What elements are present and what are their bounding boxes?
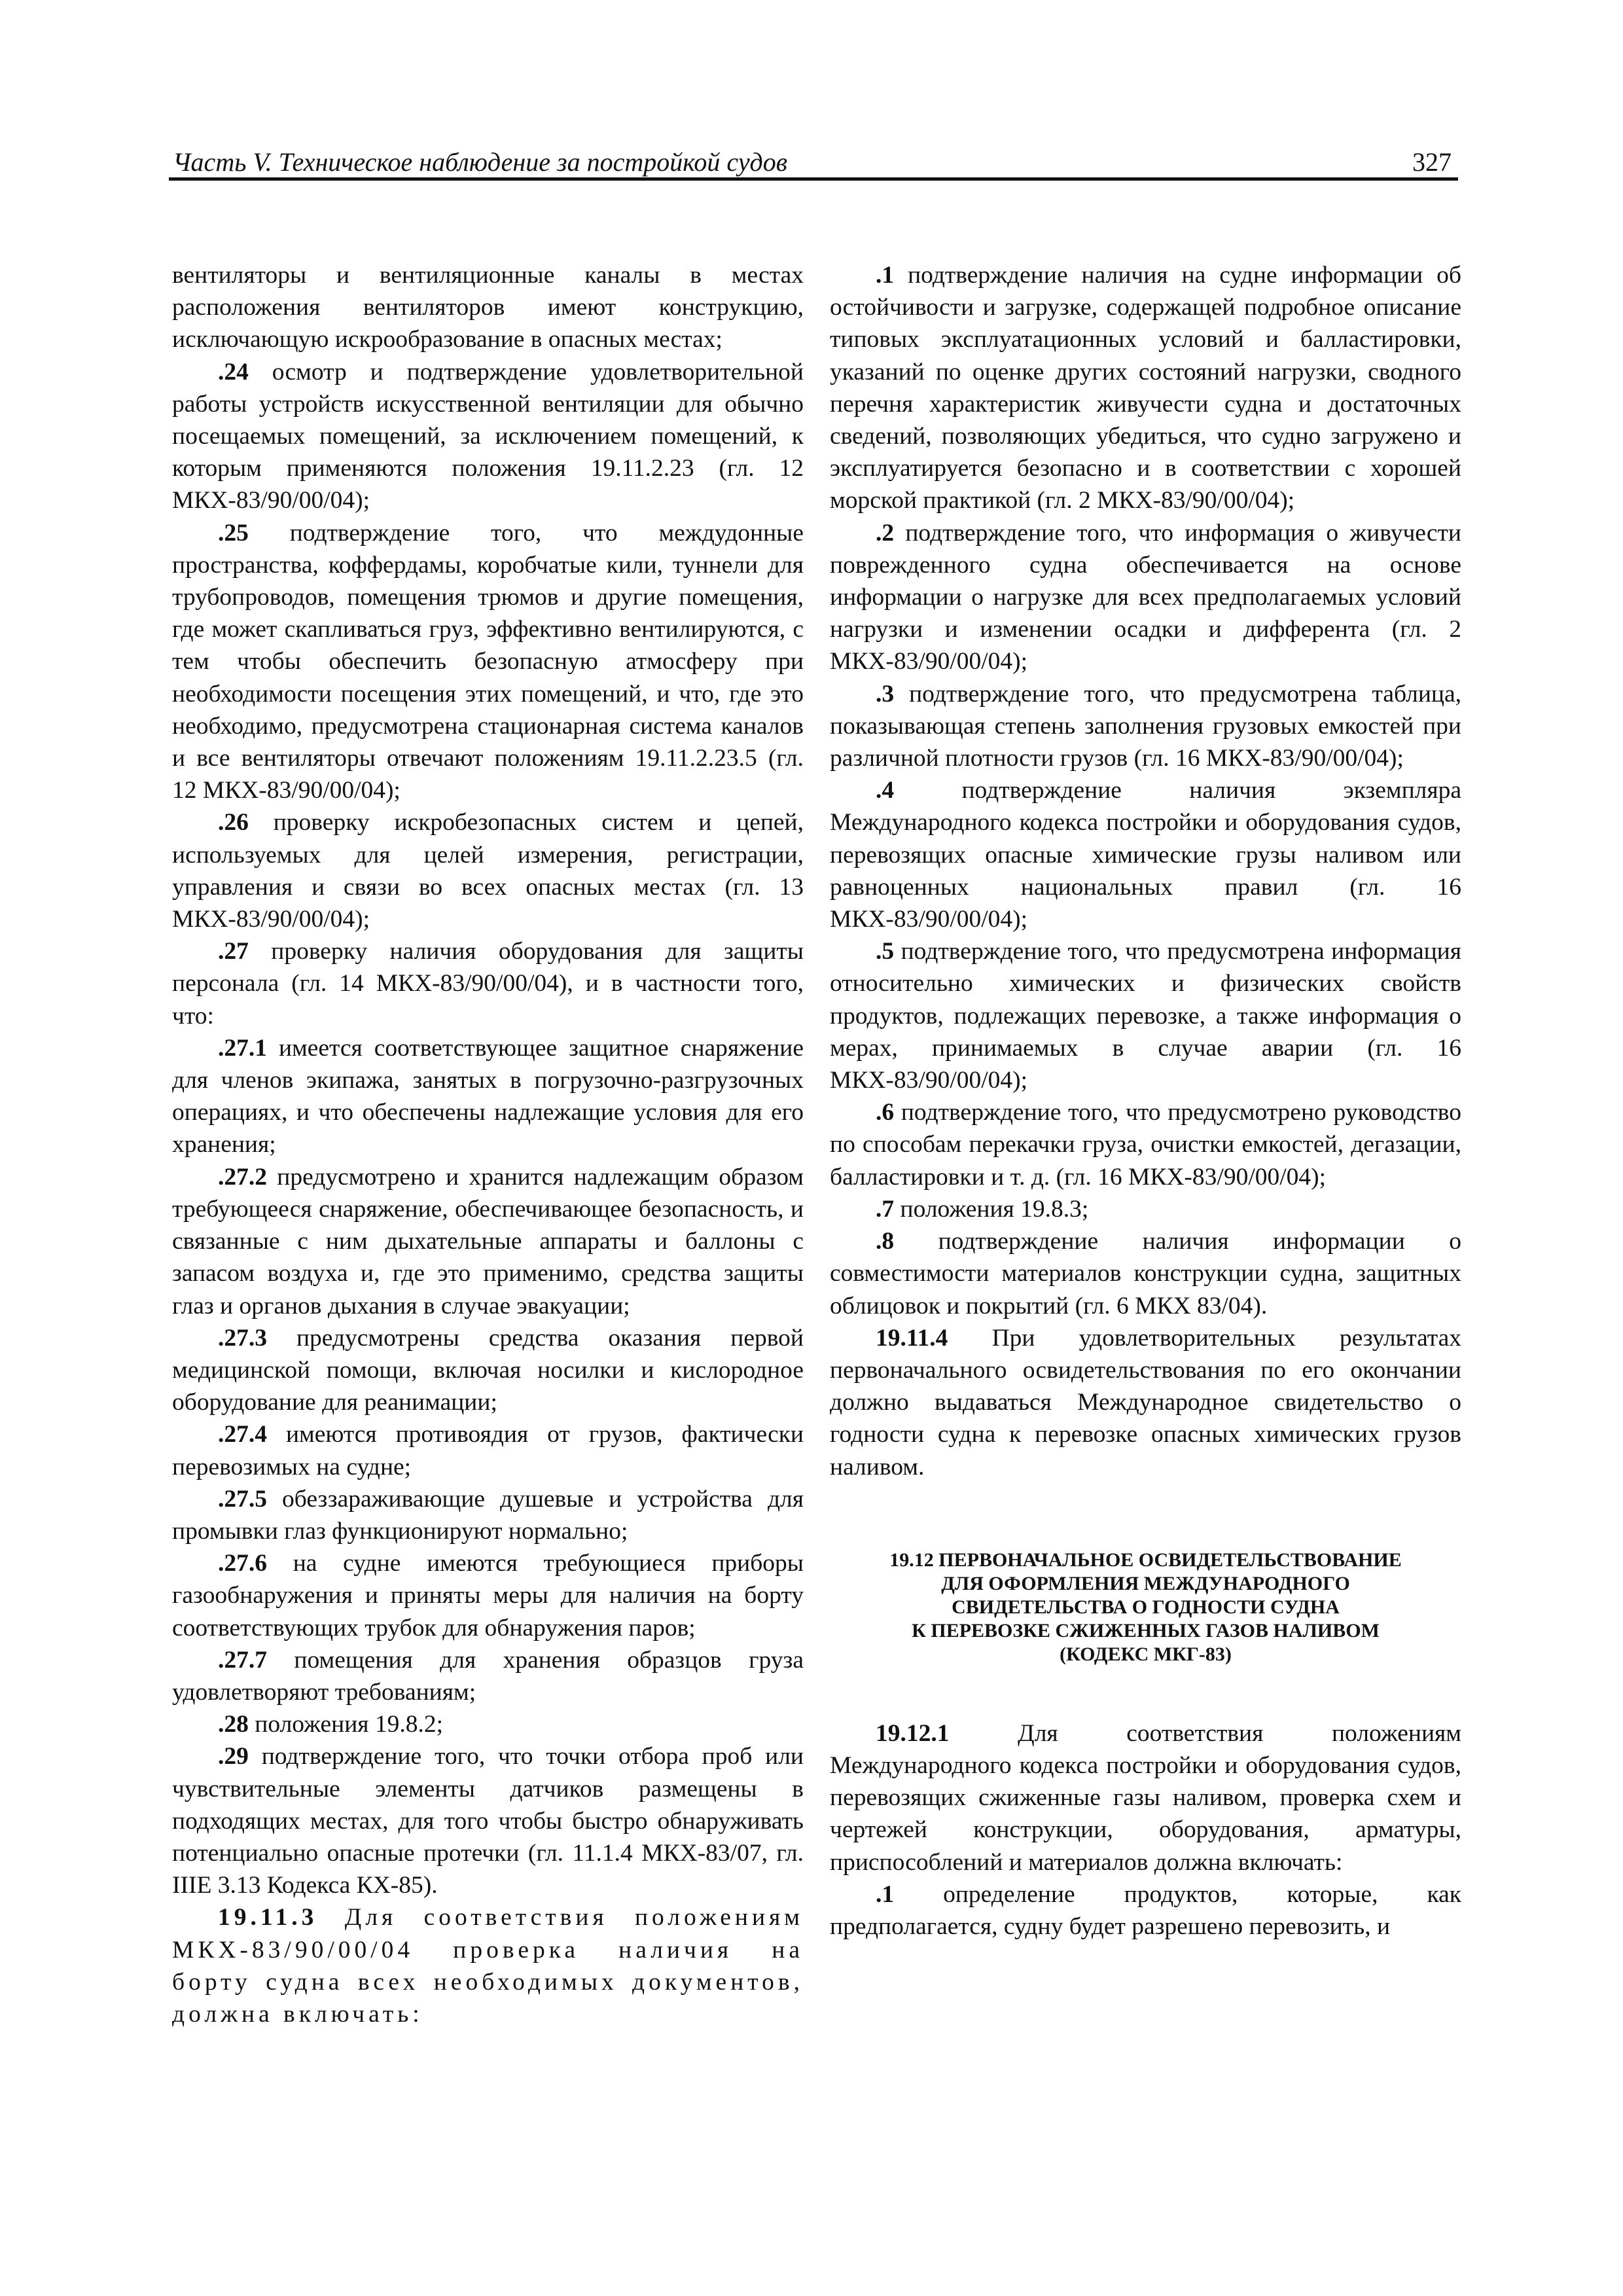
paragraph: .27.4 имеются противоядия от грузов, фактически перевозимых на судне; (172, 1421, 804, 1480)
right-column (830, 259, 1461, 1943)
paragraph: .27.1 имеется соответствующее защитное снаряжение для членов экипажа, занятых в погрузочно-разгрузочных операциях, и что обеспечены надлежащие условия для его хранения; (172, 1034, 804, 1158)
paragraph: .27.2 предусмотрено и хранится надлежащим образом требующееся снаряжение, обеспечивающее безопасность, и связанные с ним дыхательные аппараты и баллоны с запасом воздуха и, где это применимо, средства защиты глаз и органов дыхания в случае эвакуации; (172, 1163, 804, 1319)
paragraph: .5 подтверждение того, что предусмотрена информация относительно химических и физических свойств продуктов, подлежащих перевозке, а также информация о мерах, принимаемых в случае аварии (гл. 16 МКХ-83/90/00/04); (830, 938, 1461, 1094)
paragraph: .29 подтверждение того, что точки отбора проб или чувствительные элементы датчиков размещены в подходящих местах, для того чтобы быстро обнаруживать потенциально опасные протечки (гл. 11.1.4 МКХ-83/07, гл. IIIE 3.13 Кодекса КХ-85). (172, 1743, 804, 1899)
paragraph: .4 подтверждение наличия экземпляра Международного кодекса постройки и оборудования судов, перевозящих опасные химические грузы наливом или равноценных национальных правил (гл. 16 МКХ-83/90/00/04); (830, 777, 1461, 933)
paragraph: вентиляторы и вентиляционные каналы в местах расположения вентиляторов имеют конструкцию, исключающую искрообразование в опасных местах; (172, 262, 804, 353)
header-rule (169, 177, 1458, 181)
paragraph: .24 осмотр и подтверждение удовлетворительной работы устройств искусственной вентиляции для обычно посещаемых помещений, за исключением помещений, к которым применяются положения 19.11.2.23 (гл. 12 МКХ-83/90/00/04); (172, 358, 804, 514)
paragraph: .27.6 на судне имеются требующиеся приборы газообнаружения и приняты меры для наличия на борту соответствующих трубок для обнаружения паров; (172, 1550, 804, 1641)
paragraph: .3 подтверждение того, что предусмотрена таблица, показывающая степень заполнения грузовых емкостей при различной плотности грузов (гл. 16 МКХ-83/90/00/04); (830, 680, 1461, 772)
section-heading-line: (КОДЕКС МКГ-83) (1060, 1643, 1232, 1665)
paragraph: .26 проверку искробезопасных систем и цепей, используемых для целей измерения, регистрации, управления и связи во всех опасных местах (гл. 13 МКХ-83/90/00/04); (172, 809, 804, 933)
paragraph: .27 проверку наличия оборудования для защиты персонала (гл. 14 МКХ-83/90/00/04), и в частности того, что: (172, 938, 804, 1030)
paragraph: .27.3 предусмотрены средства оказания первой медицинской помощи, включая носилки и кислородное оборудование для реанимации; (172, 1324, 804, 1416)
paragraph: .1 определение продуктов, которые, как предполагается, судну будет разрешено перевозить, и (830, 1880, 1461, 1940)
paragraph: .28 положения 19.8.2; (218, 1711, 444, 1738)
section-heading-line: ДЛЯ ОФОРМЛЕНИЯ МЕЖДУНАРОДНОГО (941, 1572, 1350, 1594)
section-heading (830, 1549, 1461, 1666)
paragraph: 19.12.1 Для соответствия положениям Международного кодекса постройки и оборудования судов, перевозящих сжиженные газы наливом, проверка схем и чертежей конструкции, оборудования, арматуры, приспособлений и материалов должна включать: (830, 1719, 1461, 1876)
paragraph: .27.5 обеззараживающие душевые и устройства для промывки глаз функционируют нормально; (172, 1485, 804, 1545)
paragraph: .25 подтверждение того, что междудонные пространства, коффердамы, коробчатые кили, туннели для трубопроводов, помещения трюмов и другие помещения, где может скапливаться груз, эффективно вентилируются, с тем чтобы обеспечить безопасную атмосферу при необходимости посещения этих помещений, и что, где это необходимо, предусмотрена стационарная система каналов и все вентиляторы отвечают положениям 19.11.2.23.5 (гл. 12 МКХ-83/90/00/04); (172, 519, 804, 804)
paragraph: .8 подтверждение наличия информации о совместимости материалов конструкции судна, защитных облицовок и покрытий (гл. 6 МКХ 83/04). (830, 1228, 1461, 1319)
paragraph: .27.7 помещения для хранения образцов груза удовлетворяют требованиям; (172, 1646, 804, 1706)
paragraph: .7 положения 19.8.3; (876, 1195, 1089, 1223)
left-column (172, 259, 804, 2030)
paragraph: 19.11.3 Для соответствия положениям МКХ-83/90/00/04 проверка наличия на борту судна всех необходимых документов, должна включать: (172, 1904, 804, 2028)
section-heading-line: 19.12 ПЕРВОНАЧАЛЬНОЕ ОСВИДЕТЕЛЬСТВОВАНИЕ (889, 1549, 1402, 1571)
paragraph: .2 подтверждение того, что информация о живучести поврежденного судна обеспечивается на основе информации о нагрузке для всех предполагаемых условий нагрузки и изменении осадки и дифферента (гл. 2 МКХ-83/90/00/04); (830, 519, 1461, 675)
section-heading-line: К ПЕРЕВОЗКЕ СЖИЖЕННЫХ ГАЗОВ НАЛИВОМ (912, 1619, 1380, 1641)
running-header (169, 140, 1458, 178)
paragraph: .1 подтверждение наличия на судне информации об остойчивости и загрузке, содержащей подробное описание типовых эксплуатационных условий и балластировки, указаний по оценке других состояний нагрузки, сводного перечня характеристик живучести судна и достаточных сведений, позволяющих убедиться, что судно загружено и эксплуатируется безопасно и в соответствии с хорошей морской практикой (гл. 2 МКХ-83/90/00/04); (830, 262, 1461, 514)
page-number: 327 (1412, 147, 1452, 177)
section-heading-line: СВИДЕТЕЛЬСТВА О ГОДНОСТИ СУДНА (952, 1596, 1340, 1618)
paragraph: 19.11.4 При удовлетворительных результатах первоначального освидетельствования по его окончании должно выдаваться Международное свидетельство о годности судна к перевозке опасных химических грузов наливом. (830, 1324, 1461, 1480)
running-title: Часть V. Техническое наблюдение за постройкой судов (173, 147, 788, 177)
paragraph: .6 подтверждение того, что предусмотрено руководство по способам перекачки груза, очистки емкостей, дегазации, балластировки и т. д. (гл. 16 МКХ-83/90/00/04); (830, 1099, 1461, 1191)
